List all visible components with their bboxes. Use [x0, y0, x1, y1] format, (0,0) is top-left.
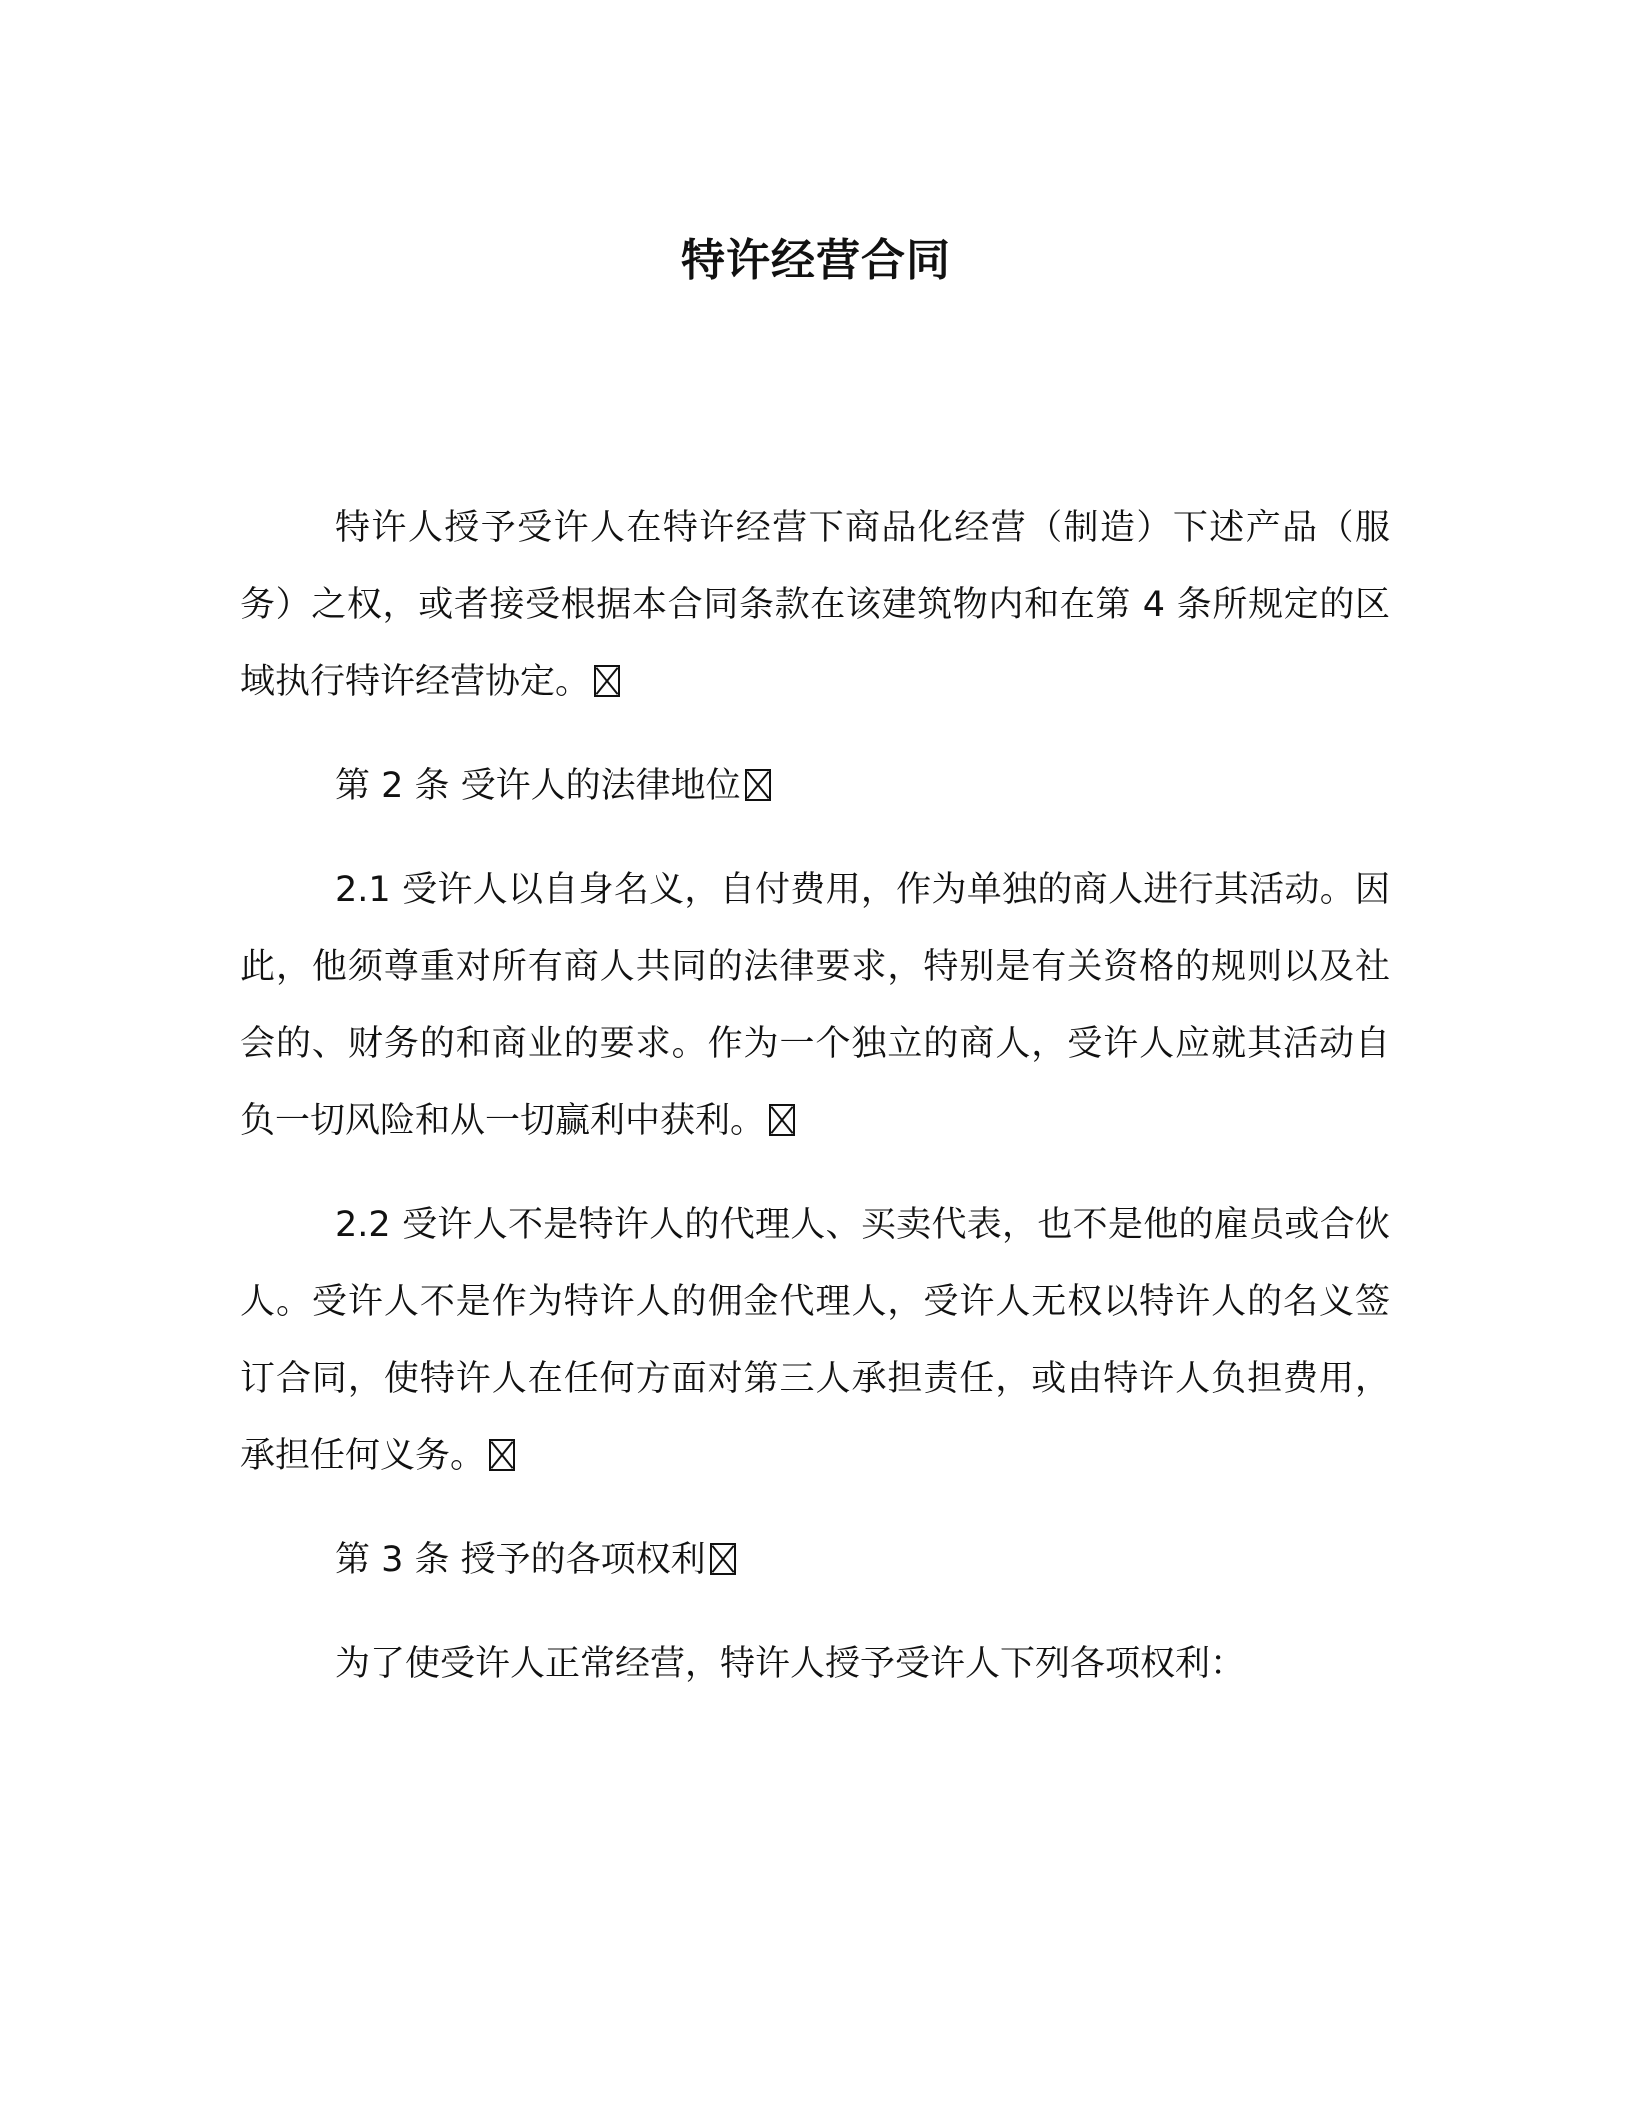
paragraph-grant: [240, 490, 1390, 721]
paragraph-rights-intro: [240, 1626, 1390, 1703]
paragraph-text: 2.2 受许人不是特许人的代理人、买卖代表，也不是他的雇员或合伙人。受许人不是作为特许人的佣金代理人，受许人无权以特许人的名义签订合同，使特许人在任何方面对第三人承担责任，或由特许人负担费用，承担任何义务。: [240, 1205, 1390, 1476]
heading-text: 第 2 条 受许人的法律地位: [335, 766, 741, 806]
missing-glyph-icon: [769, 1104, 795, 1136]
paragraph-text: 2.1 受许人以自身名义，自付费用，作为单独的商人进行其活动。因此，他须尊重对所有商人共同的法律要求，特别是有关资格的规则以及社会的、财务的和商业的要求。作为一个独立的商人，受许人应就其活动自负一切风险和从一切赢利中获利。: [240, 870, 1390, 1141]
missing-glyph-icon: [710, 1543, 736, 1575]
section-heading-article-2: [240, 748, 1390, 825]
paragraph-text: 特许人授予受许人在特许经营下商品化经营（制造）下述产品（服务）之权，或者接受根据本合同条款在该建筑物内和在第 4 条所规定的区域执行特许经营协定。: [240, 508, 1390, 702]
clause-2-1: [240, 852, 1390, 1160]
section-heading-article-3: [240, 1522, 1390, 1599]
missing-glyph-icon: [745, 769, 771, 801]
missing-glyph-icon: [489, 1439, 515, 1471]
heading-text: 第 3 条 授予的各项权利: [335, 1540, 706, 1580]
document-body: [240, 490, 1390, 1730]
document-title: 特许经营合同: [681, 235, 951, 286]
paragraph-text: 为了使受许人正常经营，特许人授予受许人下列各项权利：: [335, 1644, 1246, 1684]
clause-2-2: [240, 1187, 1390, 1495]
missing-glyph-icon: [594, 665, 620, 697]
